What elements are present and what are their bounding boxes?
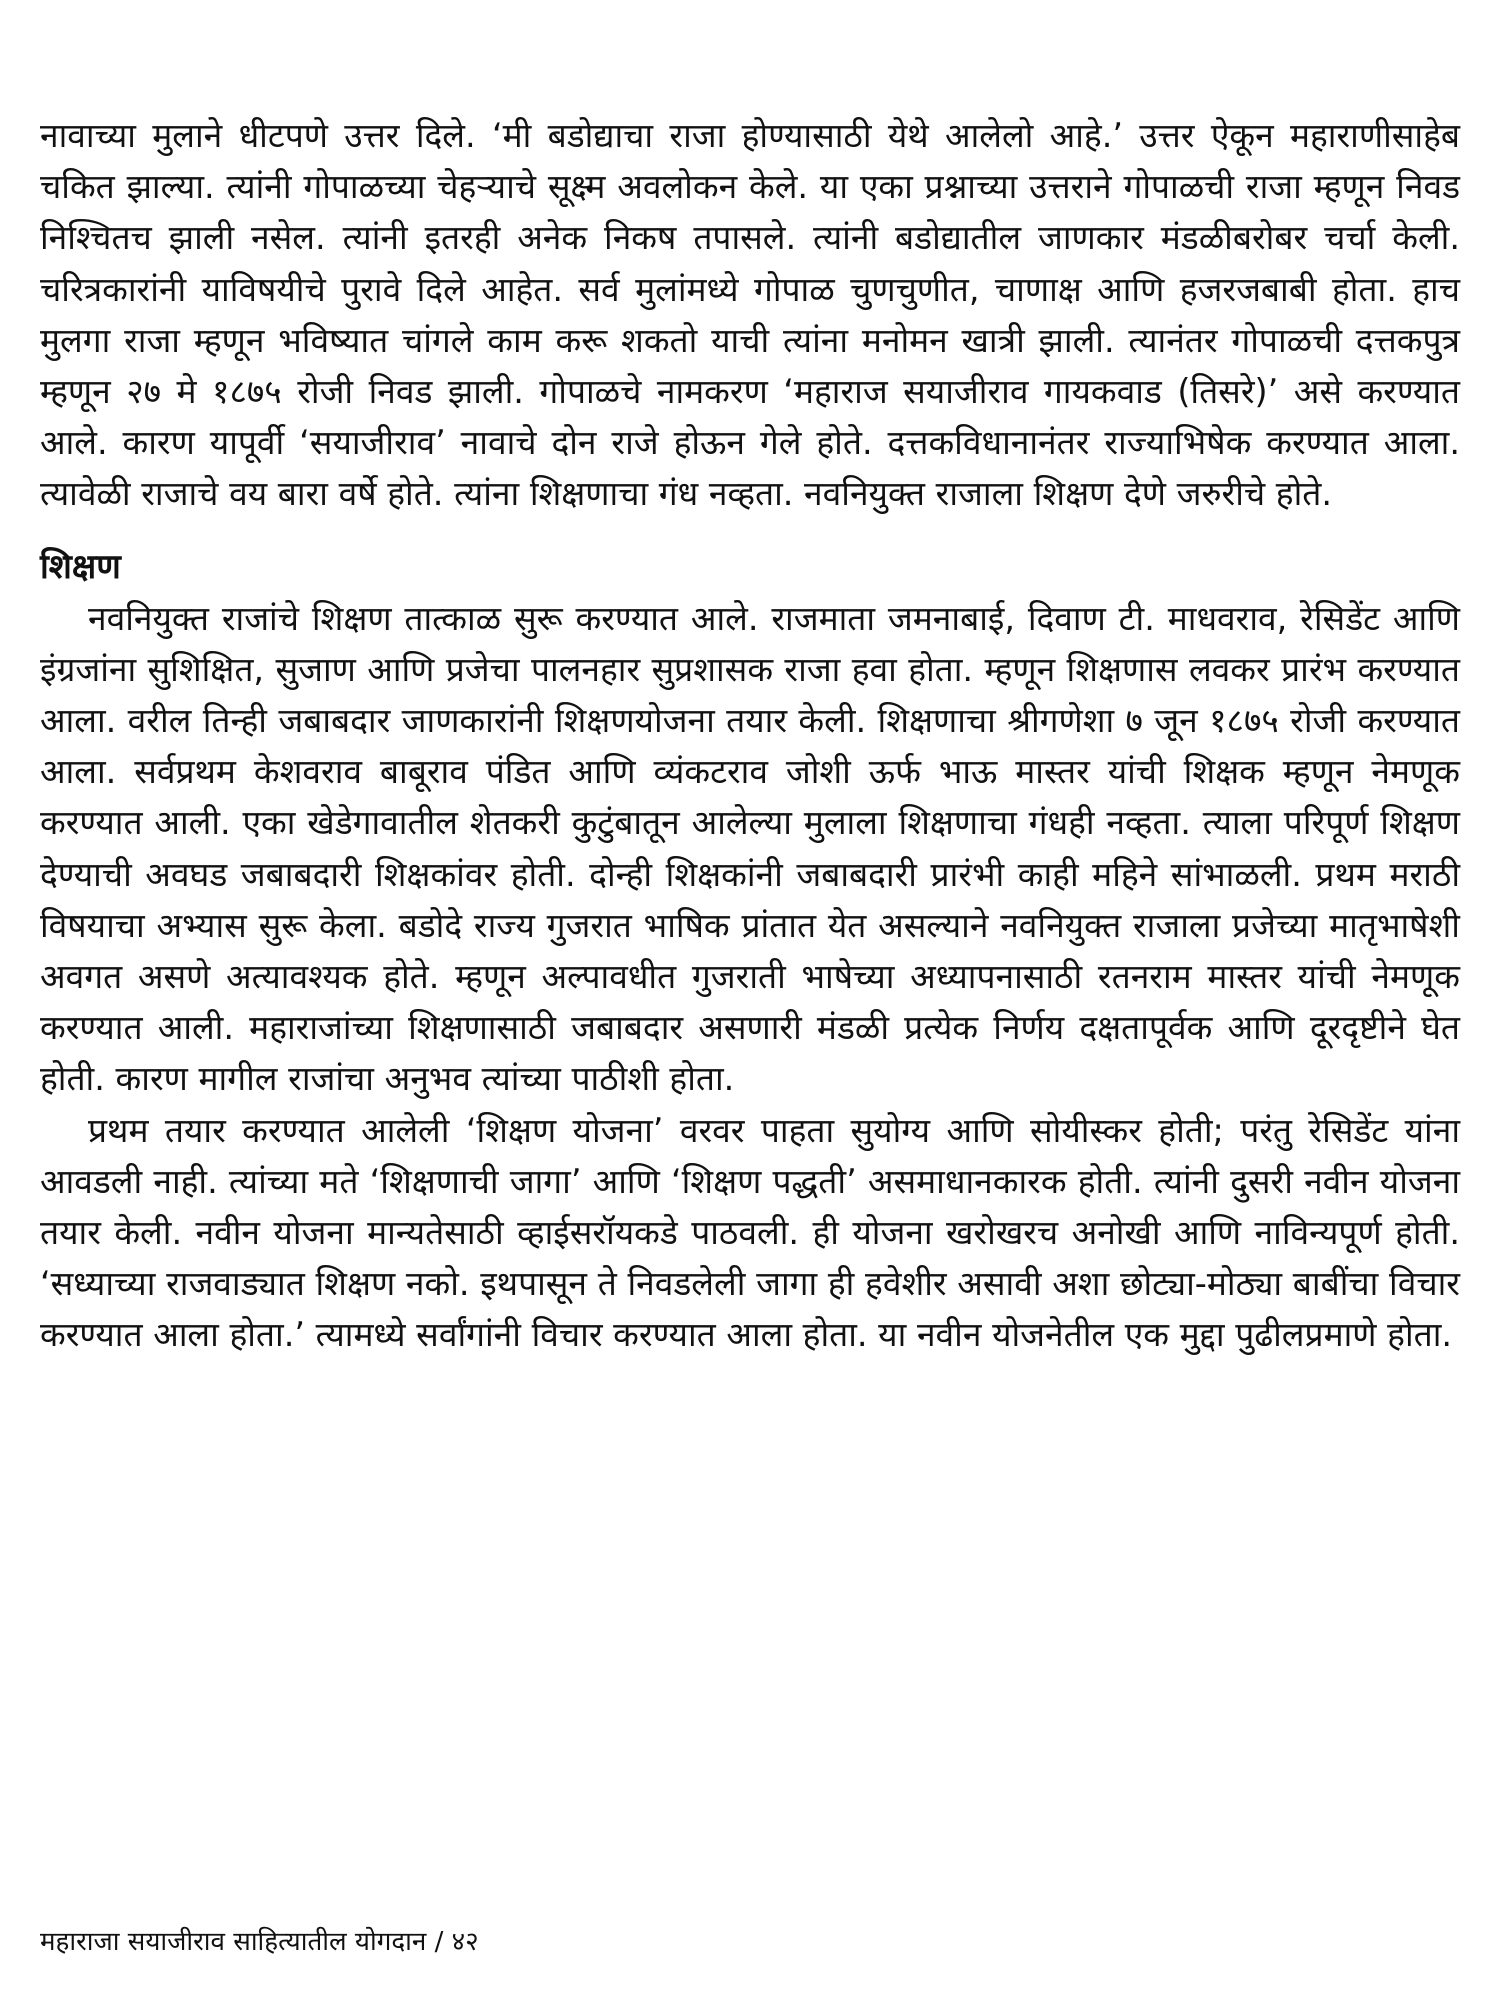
page-footer: महाराजा सयाजीराव साहित्यातील योगदान / ४२ [40,1927,479,1957]
page-body [40,110,1460,1980]
paragraph-selection-story: नावाच्या मुलाने धीटपणे उत्तर दिले. ‘मी बडोद्याचा राजा होण्यासाठी येथे आलेलो आहे.’ उत्तर ऐकून महाराणीसाहेब चकित झाल्या. त्यांनी गोपाळच्या चेहऱ्याचे सूक्ष्म अवलोकन केले. या एका प्रश्नाच्या उत्तराने गोपाळची राजा म्हणून निवड निश्चितच झाली नसेल. त्यांनी इतरही अनेक निकष तपासले. त्यांनी बडोद्यातील जाणकार मंडळीबरोबर चर्चा केली. चरित्रकारांनी याविषयीचे पुरावे दिले आहेत. सर्व मुलांमध्ये गोपाळ चुणचुणीत, चाणाक्ष आणि हजरजबाबी होता. हाच मुलगा राजा म्हणून भविष्यात चांगले काम करू शकतो याची त्यांना मनोमन खात्री झाली. त्यानंतर गोपाळची दत्तकपुत्र म्हणून २७ मे १८७५ रोजी निवड झाली. गोपाळचे नामकरण ‘महाराज सयाजीराव गायकवाड (तिसरे)’ असे करण्यात आले. कारण यापूर्वी ‘सयाजीराव’ नावाचे दोन राजे होऊन गेले होते. दत्तकविधानानंतर राज्याभिषेक करण्यात आला. त्यावेळी राजाचे वय बारा वर्षे होते. त्यांना शिक्षणाचा गंध नव्हता. नवनियुक्त राजाला शिक्षण देणे जरुरीचे होते. [40,116,1460,514]
paragraph-education-plan: प्रथम तयार करण्यात आलेली ‘शिक्षण योजना’ वरवर पाहता सुयोग्य आणि सोयीस्कर होती; परंतु रेसिडेंट यांना आवडली नाही. त्यांच्या मते ‘शिक्षणाची जागा’ आणि ‘शिक्षण पद्धती’ असमाधानकारक होती. त्यांनी दुसरी नवीन योजना तयार केली. नवीन योजना मान्यतेसाठी व्हाईसरॉयकडे पाठवली. ही योजना खरोखरच अनोखी आणि नाविन्यपूर्ण होती. ‘सध्याच्या राजवाड्यात शिक्षण नको. इथपासून ते निवडलेली जागा ही हवेशीर असावी अशा छोट्या-मोठ्या बाबींचा विचार करण्यात आला होता.’ त्यामध्ये सर्वांगांनी विचार करण्यात आला होता. या नवीन योजनेतील एक मुद्दा पुढीलप्रमाणे होता. [40,1110,1460,1355]
paragraph-education-start: नवनियुक्त राजांचे शिक्षण तात्काळ सुरू करण्यात आले. राजमाता जमनाबाई, दिवाण टी. माधवराव, रेसिडेंट आणि इंग्रजांना सुशिक्षित, सुजाण आणि प्रजेचा पालनहार सुप्रशासक राजा हवा होता. म्हणून शिक्षणास लवकर प्रारंभ करण्यात आला. वरील तिन्ही जबाबदार जाणकारांनी शिक्षणयोजना तयार केली. शिक्षणाचा श्रीगणेशा ७ जून १८७५ रोजी करण्यात आला. सर्वप्रथम केशवराव बाबूराव पंडित आणि व्यंकटराव जोशी ऊर्फ भाऊ मास्तर यांची शिक्षक म्हणून नेमणूक करण्यात आली. एका खेडेगावातील शेतकरी कुटुंबातून आलेल्या मुलाला शिक्षणाचा गंधही नव्हता. त्याला परिपूर्ण शिक्षण देण्याची अवघड जबाबदारी शिक्षकांवर होती. दोन्ही शिक्षकांनी जबाबदारी प्रारंभी काही महिने सांभाळली. प्रथम मराठी विषयाचा अभ्यास सुरू केला. बडोदे राज्य गुजरात भाषिक प्रांतात येत असल्याने नवनियुक्त राजाला प्रजेच्या मातृभाषेशी अवगत असणे अत्यावश्यक होते. म्हणून अल्पावधीत गुजराती भाषेच्या अध्यापनासाठी रतनराम मास्तर यांची नेमणूक करण्यात आली. महाराजांच्या शिक्षणासाठी जबाबदार असणारी मंडळी प्रत्येक निर्णय दक्षतापूर्वक आणि दूरदृष्टीने घेत होती. कारण मागील राजांचा अनुभव त्यांच्या पाठीशी होता. [40,598,1460,1099]
section-heading-education: शिक्षण [40,546,121,587]
